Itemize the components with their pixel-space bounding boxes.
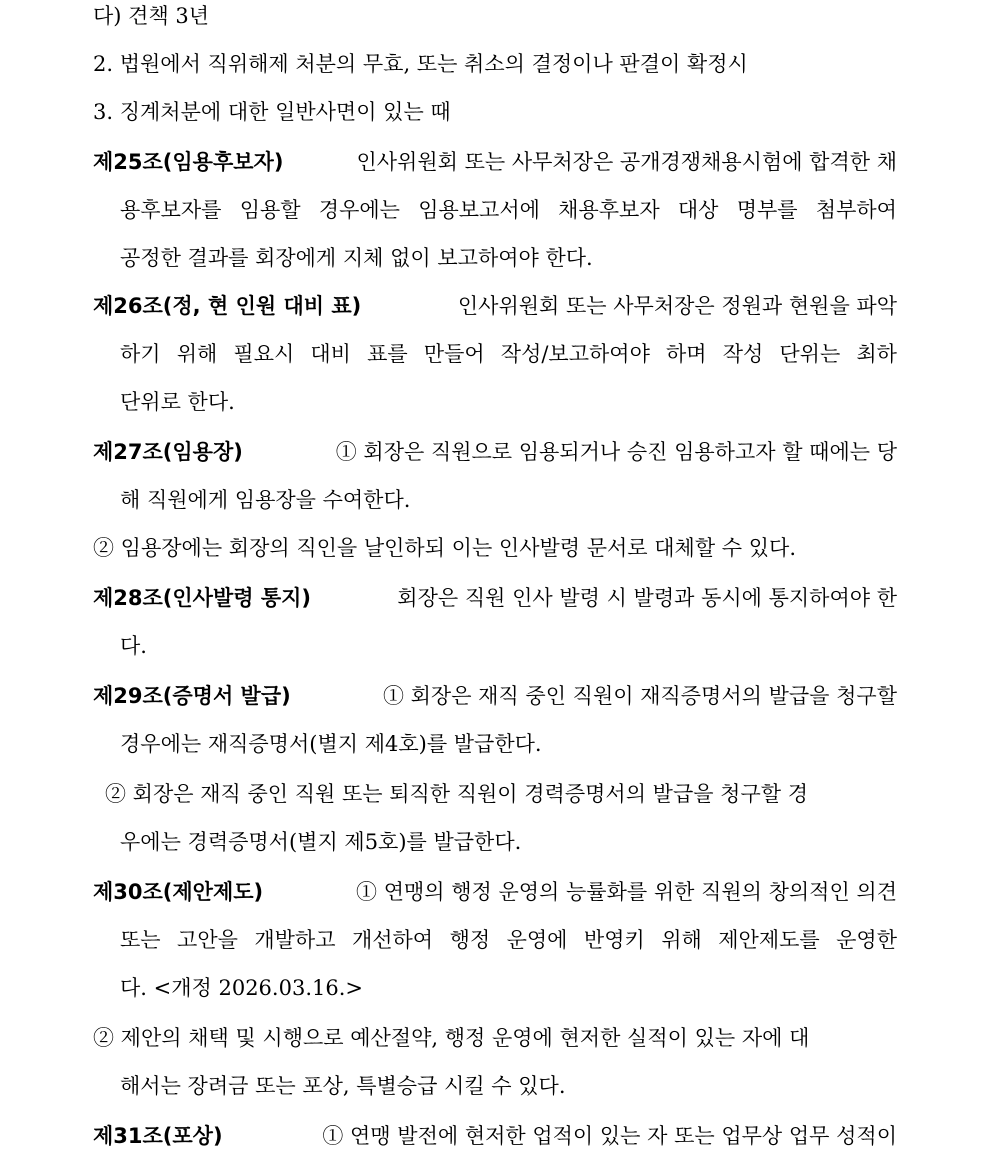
word: 반영키 — [583, 928, 645, 952]
word: 임용할 — [239, 198, 301, 222]
article-29 — [93, 674, 897, 718]
article-heading: 제28조(인사발령 통지) — [93, 586, 312, 610]
article-26-line — [120, 332, 897, 376]
article-29-line — [120, 722, 897, 766]
article-27-line — [120, 478, 897, 522]
word: 하며 — [665, 342, 707, 366]
item-text: 다) 견책 3년 — [93, 4, 210, 28]
word: 필요시 — [233, 342, 295, 366]
article-heading: 제26조(정, 현 인원 대비 표) — [93, 294, 362, 318]
word: 최하 — [856, 342, 897, 366]
article-heading: 제25조(임용후보자) — [93, 150, 284, 174]
article-30-line — [120, 918, 897, 962]
word: 단위는 — [779, 342, 841, 366]
article-text: ② 회장은 재직 중인 직원 또는 퇴직한 직원이 경력증명서의 발급을 청구할 경 — [105, 782, 809, 806]
word: 행정 — [449, 928, 491, 952]
article-text: 인사위원회 또는 사무처장은 공개경쟁채용시험에 합격한 채 — [356, 150, 897, 174]
list-item — [93, 90, 693, 134]
word: 또는 — [120, 928, 161, 952]
word: 표를 — [367, 342, 408, 366]
article-text: ① 회장은 재직 중인 직원이 재직증명서의 발급을 청구할 — [382, 684, 897, 708]
article-25 — [93, 140, 897, 184]
article-30-line — [120, 966, 897, 1010]
article-heading: 제29조(증명서 발급) — [93, 684, 291, 708]
article-28-line — [120, 624, 897, 668]
article-28 — [93, 576, 897, 620]
article-text — [120, 918, 897, 962]
article-heading: 제30조(제안제도) — [93, 880, 264, 904]
article-text: 인사위원회 또는 사무처장은 정원과 현원을 파악 — [457, 294, 897, 318]
article-27-para — [93, 526, 897, 570]
article-text: 해 직원에게 임용장을 수여한다. — [120, 488, 411, 512]
word: 작성 — [722, 342, 764, 366]
word: 대비 — [310, 342, 351, 366]
word: 작성/보고하여야 — [500, 342, 650, 366]
article-heading: 제27조(임용장) — [93, 440, 243, 464]
article-29-para — [105, 772, 897, 816]
article-text: ① 회장은 직원으로 임용되거나 승진 임용하고자 할 때에는 당 — [335, 440, 897, 464]
word: 대상 — [677, 198, 719, 222]
word: 임용보고서에 — [418, 198, 540, 222]
word: 경우에는 — [318, 198, 400, 222]
list-item — [93, 0, 393, 38]
word: 개발하고 — [254, 928, 336, 952]
article-30-para — [93, 1016, 897, 1060]
list-item — [93, 42, 893, 86]
article-text — [120, 188, 897, 232]
article-heading: 제31조(포상) — [93, 1124, 223, 1148]
word: 만들어 — [423, 342, 485, 366]
word: 위해 — [661, 928, 702, 952]
word: 채용후보자 — [558, 198, 660, 222]
word: 개선하여 — [351, 928, 434, 952]
article-text: 단위로 한다. — [120, 390, 235, 414]
word: 운영한 — [836, 928, 897, 952]
article-30-para-line — [120, 1064, 897, 1108]
article-text: 우에는 경력증명서(별지 제5호)를 발급한다. — [120, 830, 522, 854]
article-text: 다. — [120, 634, 147, 658]
article-29-para-line — [120, 820, 897, 864]
article-27 — [93, 430, 897, 474]
article-text: ② 임용장에는 회장의 직인을 날인하되 이는 인사발령 문서로 대체할 수 있다. — [93, 536, 797, 560]
word: 첨부하여 — [815, 198, 897, 222]
article-text: ① 연맹의 행정 운영의 능률화를 위한 직원의 창의적인 의견 — [356, 880, 897, 904]
article-text: 해서는 장려금 또는 포상, 특별승급 시킬 수 있다. — [120, 1074, 566, 1098]
article-text: 경우에는 재직증명서(별지 제4호)를 발급한다. — [120, 732, 542, 756]
article-25-line — [120, 188, 897, 232]
word: 하기 — [120, 342, 161, 366]
article-31 — [93, 1114, 897, 1158]
word: 운영에 — [506, 928, 568, 952]
word: 고안을 — [177, 928, 238, 952]
article-text: 다. <개정 2026.03.16.> — [120, 976, 363, 1000]
article-text: 공정한 결과를 회장에게 지체 없이 보고하여야 한다. — [120, 246, 593, 270]
word: 명부를 — [736, 198, 798, 222]
article-26 — [93, 284, 897, 328]
article-26-line — [120, 380, 897, 424]
article-text: ① 연맹 발전에 현저한 업적이 있는 자 또는 업무상 업무 성적이 — [322, 1124, 897, 1148]
item-text: 3. 징계처분에 대한 일반사면이 있는 때 — [93, 100, 451, 124]
article-text: 회장은 직원 인사 발령 시 발령과 동시에 통지하여야 한 — [397, 586, 897, 610]
article-text — [120, 332, 897, 376]
article-30 — [93, 870, 897, 914]
word: 제안제도를 — [718, 928, 820, 952]
article-text: ② 제안의 채택 및 시행으로 예산절약, 행정 운영에 현저한 실적이 있는 자에 대 — [93, 1026, 810, 1050]
item-text: 2. 법원에서 직위해제 처분의 무효, 또는 취소의 결정이나 판결이 확정시 — [93, 52, 748, 76]
word: 용후보자를 — [120, 198, 222, 222]
word: 위해 — [176, 342, 218, 366]
article-25-line — [120, 236, 897, 280]
